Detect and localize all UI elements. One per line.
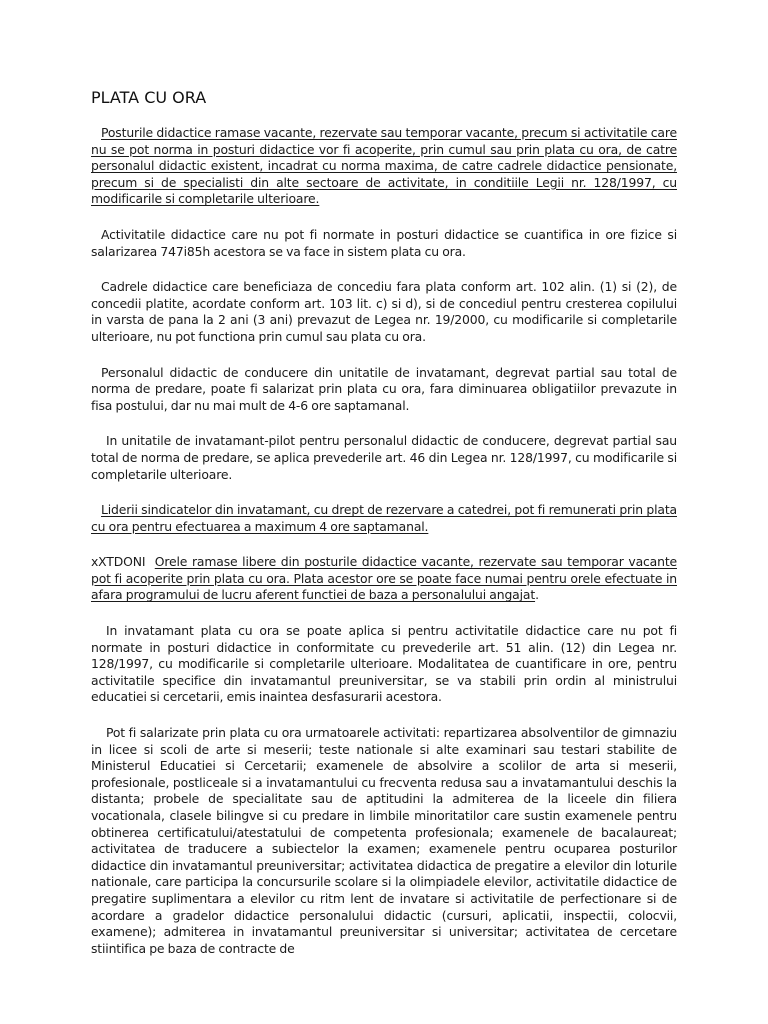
document-title: PLATA CU ORA <box>91 88 207 107</box>
paragraph-activitati-nenormate: Activitatile didactice care nu pot fi normate in posturi didactice se cuantifica in ore fizice si salarizarea 747i85h acestora se va face in sistem plata cu ora. <box>91 226 677 259</box>
paragraph-invatamant-pilot: In unitatile de invatamant-pilot pentru personalul didactic de conducere, degrevat partial sau total de norma de predare, se aplica prevederile art. 46 din Legea nr. 128/1997, cu modificarile si completarile ulterioare. <box>91 433 677 482</box>
paragraph-posturi-vacante: Posturile didactice ramase vacante, rezervate sau temporar vacante, precum si activitatile care nu se pot norma in posturi didactice vor fi acoperite, prin cumul sau prin plata cu ora, de catre personalul didactic existent, incadrat cu norma maxima, de catre cadrele didactice pensionate, precum si de specialisti din alte sectoare de activitate, in conditiile Legii nr. 128/1997, cu modificarile si completarile ulterioare. <box>91 125 677 207</box>
paragraph-activitati-salarizate: Pot fi salarizate prin plata cu ora urmatoarele activitati: repartizarea absolventilor de gimnaziu in licee si scoli de arte si meserii; teste nationale si alte examinari sau testari stabilite de Ministerul Educatiei si Cercetarii; examenele de absolvire a scolilor de arta si meserii, profesionale, postliceale si a invatamantului cu frecventa redusa sau a invatamantului deschis la distanta; probele de specialitate sau de aptitudini la admiterea de la liceele din filiera vocationala, clasele bilingve si cu predare in limbile minoritatilor care sustin examenele pentru obtinerea certificatului/atestatului de competenta profesionala; examenele de bacalaureat; activitatea de traducere a subiectelor la examen; examenele pentru ocuparea posturilor didactice din invatamantul preuniversitar; activitatea didactica de pregatire a elevilor din loturile nationale, care participa la concursurile scolare si la olimpiadele elevilor, activitatile didactice de pregatire suplimentara a elevilor cu ritm lent de invatare si activitatile de perfectionare si de acordare a gradelor didactice personalului didactic (cursuri, aplicatii, inspectii, colocvii, examene); admiterea in invatamantul preuniversitar si universitar; activitatea de cercetare stiintifica pe baza de contracte de <box>91 725 677 956</box>
paragraph-lideri-sindicat: Liderii sindicatelor din invatamant, cu drept de rezervare a catedrei, pot fi remunerati prin plata cu ora pentru efectuarea a maximum 4 ore saptamanal. <box>91 502 677 534</box>
paragraph-concediu: Cadrele didactice care beneficiaza de concediu fara plata conform art. 102 alin. (1) si (2), de concedii platite, acordate conform art. 103 lit. c) si d), si de concediul pentru cresterea copilului in varsta de pana la 2 ani (3 ani) prevazut de Legea nr. 19/2000, cu modificarile si completarile ulterioare, nu pot functiona prin cumul sau plata cu ora. <box>91 279 677 344</box>
paragraph-ore-ramase-suffix: . <box>535 587 539 603</box>
paragraph-ore-ramase-text: Orele ramase libere din posturile didactice vacante, rezervate sau temporar vacante pot fi acoperite prin plata cu ora. Plata acestor ore se poate face numai pentru orele efectuate in afara programului de lucru aferent functiei de baza a personalului angajat <box>91 554 677 603</box>
paragraph-prefix-marker: xXTDONI <box>91 554 146 570</box>
document-page <box>91 88 677 976</box>
paragraph-plata-invatamant: In invatamant plata cu ora se poate aplica si pentru activitatile didactice care nu pot fi normate in posturi didactice in conformitate cu prevederile art. 51 alin. (12) din Legea nr. 128/1997, cu modificarile si completarile ulterioare. Modalitatea de cuantificare in ore, pentru activitatile specifice din invatamantul preuniversitar, se va stabili prin ordin al ministrului educatiei si cercetarii, emis inaintea desfasurarii acestora. <box>91 623 677 705</box>
paragraph-personal-conducere: Personalul didactic de conducere din unitatile de invatamant, degrevat partial sau total de norma de predare, poate fi salarizat prin plata cu ora, fara diminuarea obligatiilor prevazute in fisa postului, dar nu mai mult de 4-6 ore saptamanal. <box>91 364 677 413</box>
paragraph-ore-ramase <box>91 554 677 604</box>
